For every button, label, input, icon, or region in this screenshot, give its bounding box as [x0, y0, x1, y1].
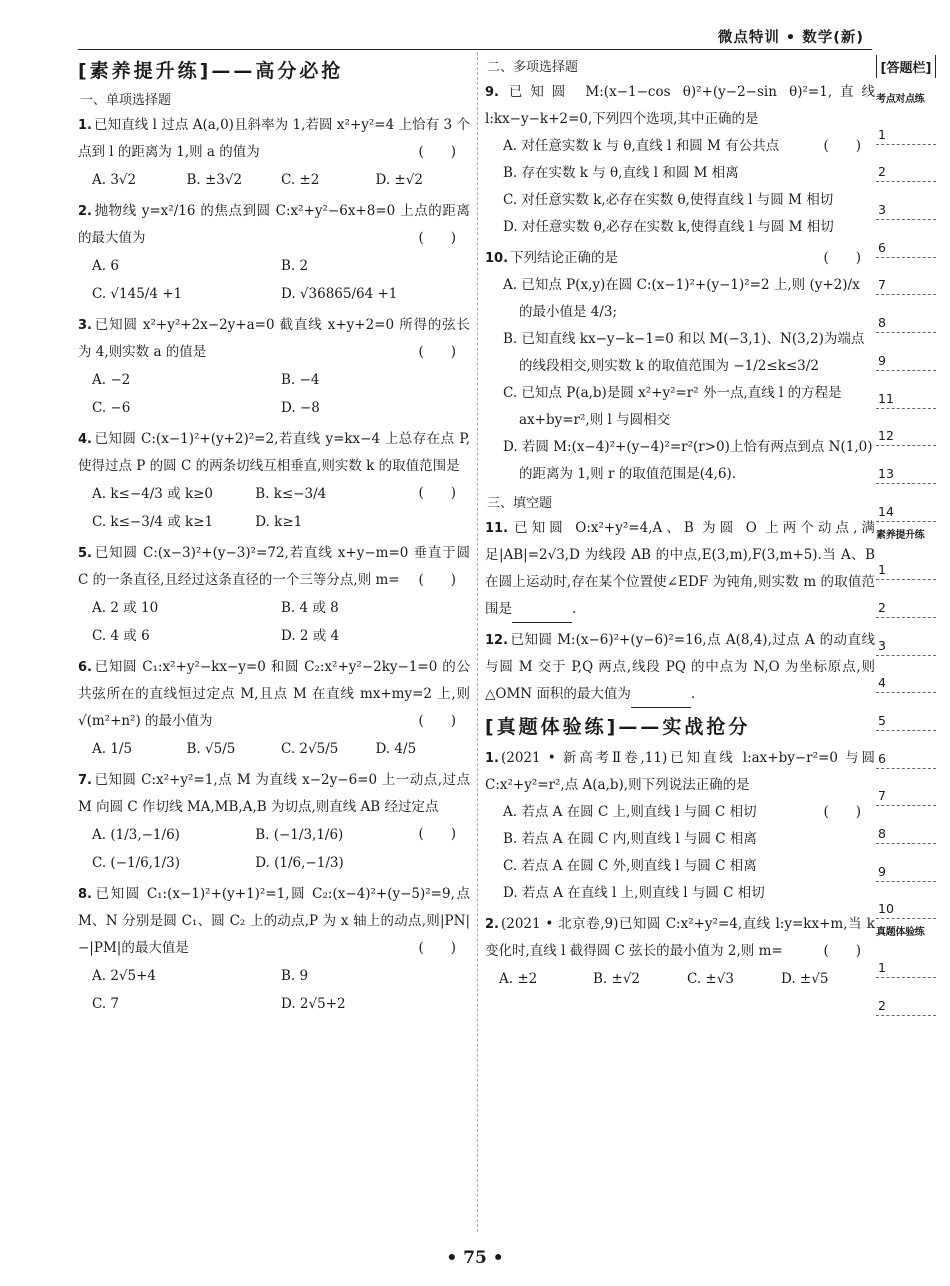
options-row — [78, 962, 470, 1018]
question-text: 已知圆 O:x²+y²=4,A、B 为圆 O 上两个动点,满足|AB|=2√3,D 为线段 AB 的中点,E(3,m),F(3,m+5).当 A、B 在圆上运动时,存在某个位置使∠EDF 为钝角,则实数 m 的取值范围是 — [485, 520, 875, 617]
option-c: C. 2√5/5 — [281, 741, 339, 757]
options-row — [78, 735, 470, 763]
options-row — [78, 252, 470, 308]
answer-slot[interactable]: 7 — [876, 769, 936, 807]
option-d: D. 4/5 — [375, 741, 417, 757]
answer-group-title: 素养提升练 — [876, 529, 925, 541]
answer-group-title: 真题体验练 — [876, 927, 925, 939]
section-fill-blank: 三、填空题 — [487, 496, 553, 511]
option-b: B. ±3√2 — [186, 172, 243, 188]
question-4 — [78, 426, 470, 536]
answer-paren: ( ) — [418, 572, 456, 588]
question-12 — [485, 627, 875, 708]
question-1 — [78, 112, 470, 194]
answer-slot[interactable]: 14 — [876, 484, 936, 522]
option-a: A. −2 — [92, 372, 131, 388]
answer-paren: ( ) — [418, 344, 456, 360]
option-b: B. −4 — [281, 372, 320, 388]
answer-slot[interactable]: 3 — [876, 182, 936, 220]
answer-slot[interactable]: 2 — [876, 978, 936, 1016]
option-d: D. √36865/64 +1 — [281, 286, 398, 302]
option-d: D. 若圆 M:(x−4)²+(y−4)²=r²(r>0)上恰有两点到点 N(1,0)的距离为 1,则 r 的取值范围是(4,6). — [503, 439, 873, 482]
question-number: 8. — [78, 887, 92, 902]
option-a: A. 已知点 P(x,y)在圆 C:(x−1)²+(y−1)²=2 上,则 (y+2)/x 的最小值是 4/3; — [503, 277, 860, 320]
answer-slot[interactable]: 9 — [876, 333, 936, 371]
option-c: C. −6 — [92, 400, 131, 416]
option-c: C. 已知点 P(a,b)是圆 x²+y²=r² 外一点,直线 l 的方程是 ax+by=r²,则 l 与圆相交 — [503, 385, 842, 428]
options-row — [78, 594, 470, 650]
answer-paren: ( ) — [823, 804, 861, 820]
answer-paren: ( ) — [418, 940, 456, 956]
option-a: A. k≤−4/3 或 k≥0 — [92, 486, 214, 502]
answer-blank[interactable] — [631, 692, 691, 708]
option-d: D. (1/6,−1/3) — [255, 855, 344, 871]
answer-groups — [876, 90, 936, 1016]
answer-slot[interactable]: 6 — [876, 220, 936, 258]
page-header — [78, 24, 872, 50]
section-multi-choice: 二、多项选择题 — [487, 60, 579, 75]
question-tail: . — [572, 601, 577, 617]
answer-paren: ( ) — [823, 943, 861, 959]
answer-group-title: 考点对点练 — [876, 94, 925, 105]
question-9 — [485, 79, 875, 241]
question-number: 1. — [78, 118, 92, 133]
answer-paren: ( ) — [823, 250, 861, 266]
answer-paren: ( ) — [823, 138, 861, 154]
option-b: B. (−1/3,1/6) — [255, 827, 344, 843]
question-number: 6. — [78, 660, 92, 675]
option-c: C. (−1/6,1/3) — [92, 855, 181, 871]
option-b: B. 若点 A 在圆 C 内,则直线 l 与圆 C 相离 — [503, 831, 757, 847]
answer-slot[interactable]: 6 — [876, 731, 936, 769]
question-text: (2021 • 新高考Ⅱ卷,11)已知直线 l:ax+by−r²=0 与圆 C:x²+y²=r²,点 A(a,b),则下列说法正确的是 — [485, 750, 875, 793]
section-banner-literacy: [素养提升练]——高分必抢 — [78, 60, 344, 82]
option-d: D. 2√5+2 — [281, 996, 346, 1012]
option-d: D. 对任意实数 θ,必存在实数 k,使得直线 l 与圆 M 相切 — [503, 219, 834, 235]
option-a: A. (1/3,−1/6) — [92, 827, 180, 843]
question-number: 11. — [485, 521, 509, 536]
question-10 — [485, 245, 875, 488]
option-c: C. ±2 — [281, 172, 320, 188]
question-number: 2. — [78, 204, 92, 219]
page-number: • 75 • — [446, 1248, 504, 1268]
answer-slot[interactable]: 2 — [876, 580, 936, 618]
options-row — [78, 366, 470, 422]
question-text: 已知圆 C₁:x²+y²−kx−y=0 和圆 C₂:x²+y²−2ky−1=0 的公共弦所在的直线恒过定点 M,且点 M 在直线 mx+my=2 上,则√(m²+n²) 的最小值为 — [78, 659, 470, 729]
option-a: A. 2 或 10 — [92, 600, 159, 616]
answer-slot[interactable]: 9 — [876, 844, 936, 882]
option-c: C. 7 — [92, 996, 120, 1012]
question-tail: . — [690, 686, 696, 702]
option-b: B. k≤−3/4 — [255, 486, 327, 502]
option-d: D. −8 — [281, 400, 320, 416]
question-text: 已知圆 C₁:(x−1)²+(y+1)²=1,圆 C₂:(x−4)²+(y−5)²=9,点 M、N 分别是圆 C₁、圆 C₂ 上的动点,P 为 x 轴上的动点,则|PN|−|PM|的最大值是 — [78, 886, 470, 956]
question-number: 2. — [485, 917, 499, 932]
answer-slot[interactable]: 1 — [876, 543, 936, 581]
answer-slot[interactable]: 4 — [876, 656, 936, 694]
option-c: C. k≤−3/4 或 k≥1 — [92, 514, 214, 530]
question-number: 9. — [485, 85, 499, 100]
question-list — [78, 112, 470, 1018]
question-text: 下列结论正确的是 — [510, 250, 619, 266]
answer-sidebar-title: [答题栏] — [876, 55, 936, 78]
question-number: 7. — [78, 773, 92, 788]
option-a: A. ±2 — [499, 971, 538, 987]
exam-question-2 — [485, 911, 875, 993]
question-text: 已知圆 C:x²+y²=1,点 M 为直线 x−2y−6=0 上一动点,过点 M 向圆 C 作切线 MA,MB,A,B 为切点,则直线 AB 经过定点 — [78, 772, 470, 815]
question-text: 已知圆 x²+y²+2x−2y+a=0 截直线 x+y+2=0 所得的弦长为 4,则实数 a 的值是 — [78, 317, 470, 360]
answer-paren: ( ) — [418, 144, 456, 160]
question-2 — [78, 198, 470, 308]
option-b: B. 2 — [281, 258, 309, 274]
option-c: C. ±√3 — [687, 971, 734, 987]
left-column — [78, 52, 470, 1232]
question-number: 12. — [485, 633, 509, 648]
options-row — [78, 166, 470, 194]
option-c: C. 4 或 6 — [92, 628, 150, 644]
option-c: C. √145/4 +1 — [92, 286, 183, 302]
answer-paren: ( ) — [418, 713, 456, 729]
question-7 — [78, 767, 470, 877]
option-a: A. 若点 A 在圆 C 上,则直线 l 与圆 C 相切 — [503, 804, 757, 820]
answer-blank[interactable] — [512, 607, 572, 623]
option-b: B. √5/5 — [186, 741, 236, 757]
option-b: B. 存在实数 k 与 θ,直线 l 和圆 M 相离 — [503, 165, 739, 181]
option-d: D. 若点 A 在直线 l 上,则直线 l 与圆 C 相切 — [503, 885, 765, 901]
option-a: A. 2√5+4 — [92, 968, 157, 984]
answer-slot[interactable]: 8 — [876, 295, 936, 333]
option-d: D. 2 或 4 — [281, 628, 340, 644]
question-text: 已知圆 M:(x−1−cos θ)²+(y−2−sin θ)²=1,直线 l:kx−y−k+2=0,下列四个选项,其中正确的是 — [485, 84, 875, 127]
option-a: A. 6 — [92, 258, 119, 274]
option-b: B. 已知直线 kx−y−k−1=0 和以 M(−3,1)、N(3,2)为端点的线段相交,则实数 k 的取值范围为 −1/2≤k≤3/2 — [503, 331, 865, 374]
answer-slot[interactable]: 1 — [876, 940, 936, 978]
question-text: 已知直线 l 过点 A(a,0)且斜率为 1,若圆 x²+y²=4 上恰有 3 个点到 l 的距离为 1,则 a 的值为 — [78, 117, 470, 160]
options-row — [78, 821, 418, 877]
question-text: 已知圆 C:(x−1)²+(y+2)²=2,若直线 y=kx−4 上总存在点 P,使得过点 P 的圆 C 的两条切线互相垂直,则实数 k 的取值范围是 — [78, 431, 470, 474]
option-b: B. 4 或 8 — [281, 600, 339, 616]
answer-paren: ( ) — [418, 826, 456, 842]
question-number: 1. — [485, 751, 499, 766]
section-single-choice: 一、单项选择题 — [80, 93, 172, 108]
question-text: (2021 • 北京卷,9)已知圆 C:x²+y²=4,直线 l:y=kx+m,当 k 变化时,直线 l 截得圆 C 弦长的最小值为 2,则 m= — [485, 916, 875, 959]
answer-paren: ( ) — [418, 230, 456, 246]
answer-slot[interactable]: 2 — [876, 145, 936, 183]
question-5 — [78, 540, 470, 650]
option-b: B. 9 — [281, 968, 309, 984]
right-column — [485, 52, 875, 1232]
column-divider — [477, 52, 478, 1232]
question-text: 已知圆 M:(x−6)²+(y−6)²=16,点 A(8,4),过点 A 的动直线与圆 M 交于 P,Q 两点,线段 PQ 的中点为 N,O 为坐标原点,则△OMN 面积的最大值为 — [485, 632, 875, 702]
options-row — [485, 965, 875, 993]
option-c: C. 对任意实数 k,必存在实数 θ,使得直线 l 与圆 M 相切 — [503, 192, 834, 208]
option-a: A. 3√2 — [92, 172, 137, 188]
header-title: 微点特训 • 数学(新) — [717, 30, 864, 46]
question-text: 抛物线 y=x²/16 的焦点到圆 C:x²+y²−6x+8=0 上点的距离的最大值为 — [78, 203, 470, 246]
question-3 — [78, 312, 470, 422]
question-text: 已知圆 C:(x−3)²+(y−3)²=72,若直线 x+y−m=0 垂直于圆 C 的一条直径,且经过这条直径的一个三等分点,则 m= — [78, 545, 470, 588]
question-6 — [78, 654, 470, 763]
option-a: A. 对任意实数 k 与 θ,直线 l 和圆 M 有公共点 — [503, 138, 780, 154]
answer-slot[interactable]: 7 — [876, 258, 936, 296]
answer-slot[interactable]: 5 — [876, 693, 936, 731]
answer-sidebar — [876, 55, 936, 1075]
option-d: D. k≥1 — [255, 514, 303, 530]
section-banner-exam: [真题体验练]——实战抢分 — [485, 716, 751, 738]
options-row — [78, 480, 418, 536]
option-d: D. ±√5 — [781, 971, 829, 987]
question-number: 5. — [78, 546, 92, 561]
question-number: 3. — [78, 318, 92, 333]
answer-slot[interactable]: 3 — [876, 618, 936, 656]
exam-question-1 — [485, 745, 875, 907]
answer-slot[interactable]: 10 — [876, 882, 936, 920]
answer-paren: ( ) — [418, 485, 456, 501]
question-8 — [78, 881, 470, 1018]
question-number: 4. — [78, 432, 92, 447]
answer-slot[interactable]: 12 — [876, 409, 936, 447]
option-d: D. ±√2 — [375, 172, 423, 188]
option-c: C. 若点 A 在圆 C 外,则直线 l 与圆 C 相离 — [503, 858, 757, 874]
question-number: 10. — [485, 251, 509, 266]
answer-slot[interactable]: 11 — [876, 371, 936, 409]
answer-slot[interactable]: 13 — [876, 446, 936, 484]
option-b: B. ±√2 — [593, 971, 641, 987]
question-11 — [485, 515, 875, 623]
answer-slot[interactable]: 8 — [876, 806, 936, 844]
option-a: A. 1/5 — [92, 741, 133, 757]
answer-slot[interactable]: 1 — [876, 107, 936, 145]
